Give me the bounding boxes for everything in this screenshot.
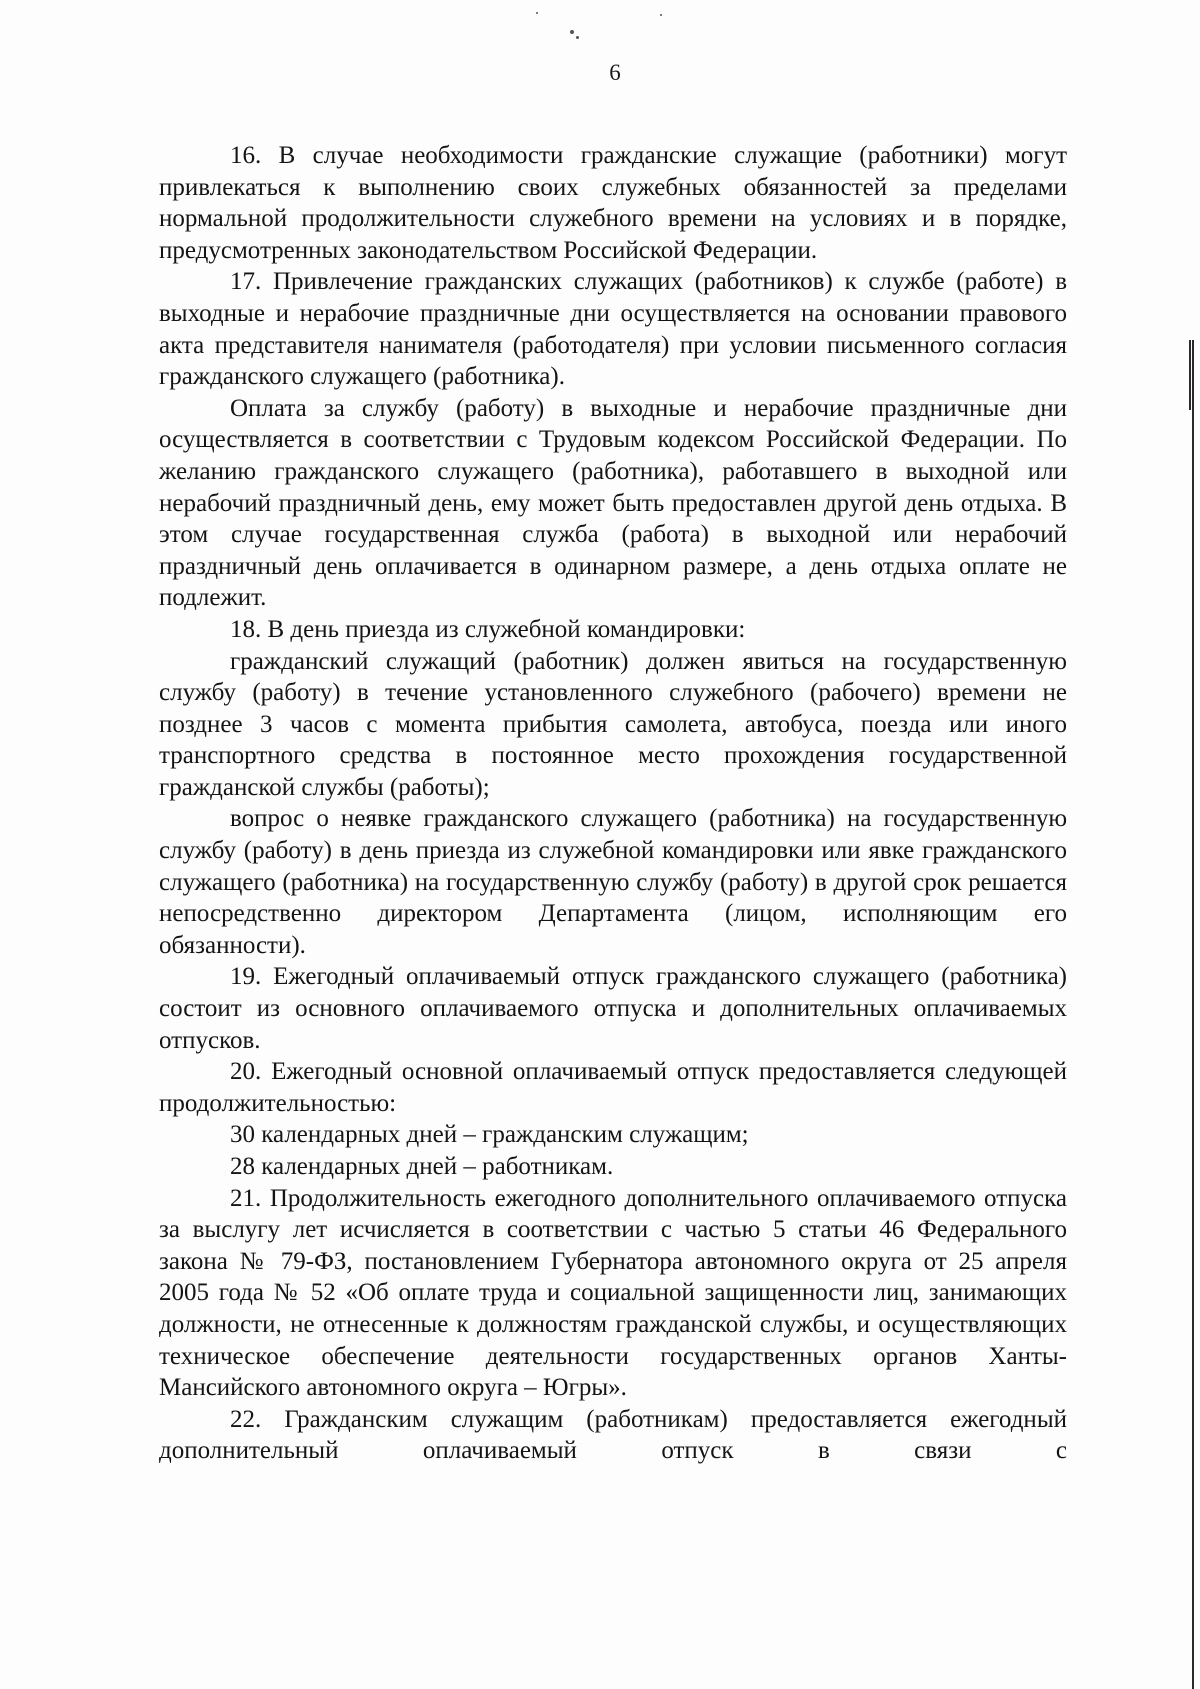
scan-speck: [570, 30, 574, 34]
paragraph-18: 18. В день приезда из служебной командировки:: [230, 615, 746, 643]
scan-edge-line-short: [1189, 340, 1191, 410]
scan-speck: [660, 14, 662, 16]
page-number: 6: [609, 60, 621, 85]
paragraph-20: 20. Ежегодный основной оплачиваемый отпуск предоставляется следующей продолжительностью:: [159, 1058, 1067, 1117]
paragraph-payment: Оплата за службу (работу) в выходные и нерабочие праздничные дни осуществляется в соответствии с Трудовым кодексом Российской Федерации. По желанию гражданского служащего (работника), работавшего в выходной или нерабочий праздничный день, ему может быть предоставлен другой день отдыха. В этом случае государственная служба (работа) в выходной или нерабочий праздничный день оплачивается в одинарном размере, а день отдыха оплате не подлежит.: [159, 394, 1067, 612]
paragraph-17: 17. Привлечение гражданских служащих (работников) к службе (работе) в выходные и нерабочие праздничные дни осуществляется на основании правового акта представителя нанимателя (работодателя) при условии письменного согласия гражданского служащего (работника).: [159, 268, 1067, 391]
paragraph-20-civil-servants: 30 календарных дней – гражданским служащим;: [230, 1121, 749, 1149]
paragraph-18-absence: вопрос о неявке гражданского служащего (работника) на государственную службу (работу) в день приезда из служебной командировки или явке гражданского служащего (работника) на государственную службу (работу) в другой срок решается непосредственно директором Департамента (лицом, исполняющим его обязанности).: [159, 805, 1067, 959]
paragraph-22: 22. Гражданским служащим (работникам) предоставляется ежегодный дополнительный оплачиваемый отпуск в связи с: [159, 1405, 1067, 1465]
scan-speck: [576, 36, 579, 39]
scan-edge-line: [1192, 340, 1194, 1689]
paragraph-18-arrival: гражданский служащий (работник) должен явиться на государственную службу (работу) в течение установленного служебного (рабочего) времени не позднее 3 часов с момента прибытия самолета, автобуса, поезда или иного транспортного средства в постоянное место прохождения государственной гражданской службы (работы);: [159, 647, 1067, 801]
document-body: [159, 140, 1067, 1467]
paragraph-16: 16. В случае необходимости гражданские служащие (работники) могут привлекаться к выполнению своих служебных обязанностей за пределами нормальной продолжительности служебного времени на условиях и в порядке, предусмотренных законодательством Российской Федерации.: [159, 142, 1067, 264]
paragraph-21: 21. Продолжительность ежегодного дополнительного оплачиваемого отпуска за выслугу лет исчисляется в соответствии с частью 5 статьи 46 Федерального закона № 79-ФЗ, постановлением Губернатора автономного округа от 25 апреля 2005 года № 52 «Об оплате труда и социальной защищенности лиц, занимающих должности, не отнесенные к должностям гражданской службы, и осуществляющих техническое обеспечение деятельности государственных органов Ханты-Мансийского автономного округа – Югры».: [159, 1184, 1067, 1402]
paragraph-20-workers: 28 календарных дней – работникам.: [230, 1153, 614, 1180]
paragraph-19: 19. Ежегодный оплачиваемый отпуск гражданского служащего (работника) состоит из основного оплачиваемого отпуска и дополнительных оплачиваемых отпусков.: [159, 963, 1067, 1054]
scan-speck: [536, 12, 538, 14]
